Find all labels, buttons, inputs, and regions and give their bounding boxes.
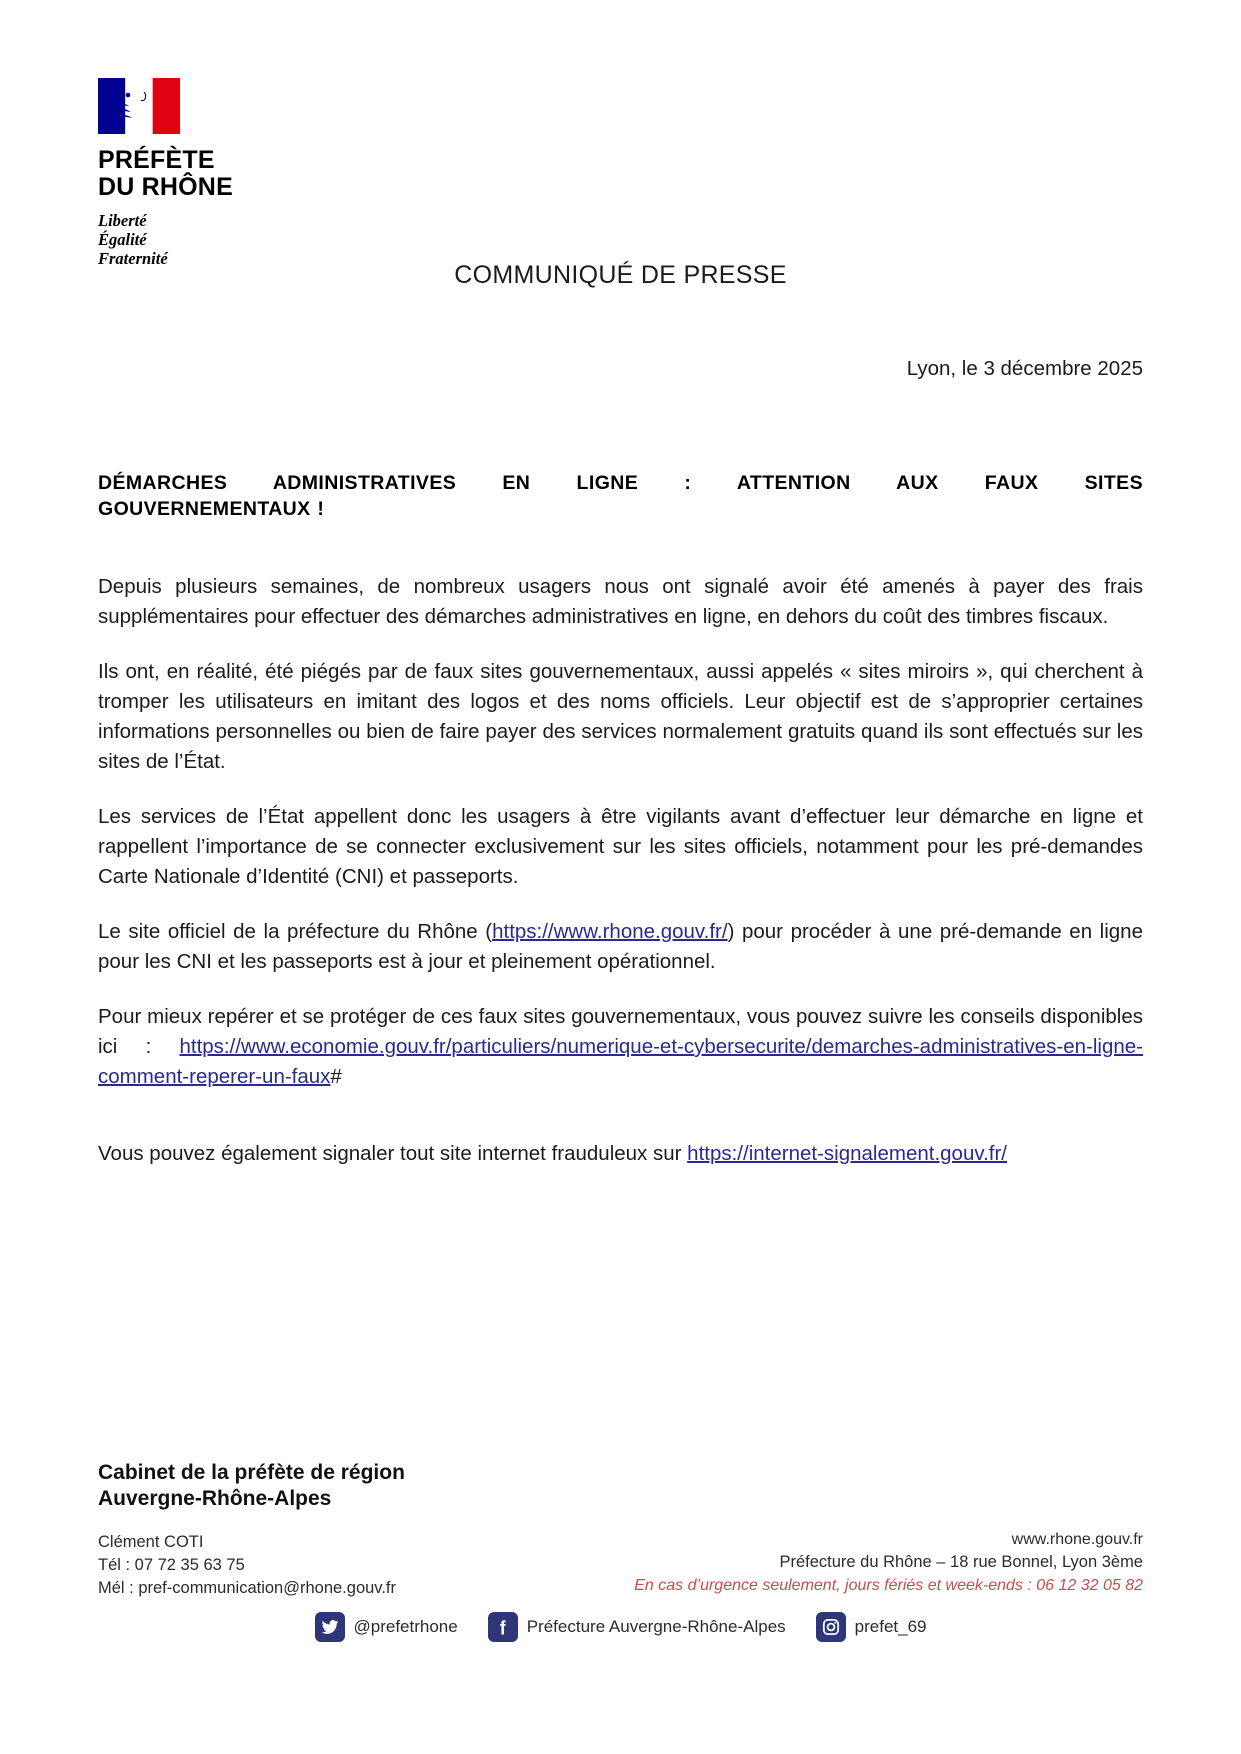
republic-logo bbox=[98, 78, 358, 268]
footer-heading-line1: Cabinet de la préfète de région bbox=[98, 1461, 405, 1484]
link-rhone-gouv-fr[interactable]: https://www.rhone.gouv.fr/ bbox=[492, 920, 728, 943]
devise-fraternite: Fraternité bbox=[98, 249, 168, 268]
logo-title bbox=[98, 147, 358, 201]
paragraph-4-suffix: ) pour procéder à une pré-demande en ligne pour les CNI et les passeports est à jour et pleinement opérationnel. bbox=[98, 920, 1143, 973]
social-item-twitter[interactable] bbox=[315, 1612, 458, 1642]
paragraph-4 bbox=[98, 917, 1143, 977]
social-links-row bbox=[0, 1612, 1241, 1642]
instagram-icon[interactable] bbox=[816, 1612, 846, 1642]
french-flag-marianne-icon bbox=[98, 78, 180, 134]
link-economie-gouv-fr[interactable]: https://www.economie.gouv.fr/particuliers/numerique-et-cybersecurite/demarches-administratives-en-ligne-comment-reperer-un-faux bbox=[98, 1035, 1143, 1088]
social-label-twitter: @prefetrhone bbox=[353, 1617, 458, 1636]
paragraph-2: Ils ont, en réalité, été piégés par de faux sites gouvernementaux, aussi appelés « sites miroirs », qui cherchent à tromper les utilisateurs en imitant des logos et des noms officiels. Leur objectif est de s’approprier certaines informations personnelles ou bien de faire payer des services normalement gratuits quand ils sont effectués sur les sites de l’État. bbox=[98, 660, 1143, 773]
contact-email: Mél : pref-communication@rhone.gouv.fr bbox=[98, 1579, 396, 1597]
page-title: COMMUNIQUÉ DE PRESSE bbox=[454, 261, 787, 289]
document-body bbox=[98, 572, 1143, 1194]
paragraph-3: Les services de l’État appellent donc les usagers à être vigilants avant d’effectuer leur démarche en ligne et rappellent l’importance de se connecter exclusivement sur les sites officiels, notamment pour les pré-demandes Carte Nationale d’Identité (CNI) et passeports. bbox=[98, 805, 1143, 888]
social-label-facebook: Préfecture Auvergne-Rhône-Alpes bbox=[526, 1617, 786, 1636]
logo-title-line1: PRÉFÈTE bbox=[98, 146, 215, 174]
paragraph-1: Depuis plusieurs semaines, de nombreux usagers nous ont signalé avoir été amenés à payer des frais supplémentaires pour effectuer des démarches administratives en ligne, en dehors du coût des timbres fiscaux. bbox=[98, 575, 1143, 628]
paragraph-6-prefix: Vous pouvez également signaler tout site internet frauduleux sur bbox=[98, 1142, 688, 1165]
facebook-icon[interactable] bbox=[488, 1612, 518, 1642]
headline-line-2: GOUVERNEMENTAUX ! bbox=[98, 498, 325, 520]
footer-heading-line2: Auvergne-Rhône-Alpes bbox=[98, 1487, 332, 1510]
paragraph-4-prefix: Le site officiel de la préfecture du Rhône ( bbox=[98, 920, 493, 943]
paragraph-spacer bbox=[98, 1117, 1143, 1139]
paragraph-6 bbox=[98, 1139, 1143, 1169]
footer-urgence-note: En cas d’urgence seulement, jours fériés et week-ends : 06 12 32 05 82 bbox=[634, 1577, 1143, 1594]
contact-phone: Tél : 07 72 35 63 75 bbox=[98, 1556, 245, 1574]
paragraph-5 bbox=[98, 1002, 1143, 1092]
logo-title-line2: DU RHÔNE bbox=[98, 173, 233, 201]
devise-egalite: Égalité bbox=[98, 230, 147, 249]
date-line: Lyon, le 3 décembre 2025 bbox=[906, 357, 1143, 380]
social-item-facebook[interactable] bbox=[488, 1612, 786, 1642]
link-internet-signalement[interactable]: https://internet-signalement.gouv.fr/ bbox=[687, 1142, 1007, 1165]
logo-devise bbox=[98, 211, 358, 268]
footer-website: www.rhone.gouv.fr bbox=[1011, 1531, 1143, 1548]
social-label-instagram: prefet_69 bbox=[854, 1617, 927, 1636]
contact-name: Clément COTI bbox=[98, 1533, 204, 1551]
footer-info-block bbox=[634, 1528, 1143, 1597]
paragraph-5-prefix: Pour mieux repérer et se protéger de ces faux sites gouvernementaux, vous pouvez suivre les conseils disponibles ici : bbox=[98, 1005, 1143, 1058]
headline-line-1: DÉMARCHES ADMINISTRATIVES EN LIGNE : ATTENTION AUX FAUX SITES bbox=[98, 472, 1143, 494]
footer-contact-block bbox=[98, 1531, 396, 1600]
headline bbox=[98, 470, 1143, 522]
twitter-icon[interactable] bbox=[315, 1612, 345, 1642]
paragraph-5-suffix: # bbox=[330, 1065, 342, 1088]
footer-address: Préfecture du Rhône – 18 rue Bonnel, Lyon 3ème bbox=[779, 1553, 1143, 1571]
footer-heading bbox=[98, 1460, 405, 1512]
social-item-instagram[interactable] bbox=[816, 1612, 927, 1642]
devise-liberte: Liberté bbox=[98, 211, 147, 230]
